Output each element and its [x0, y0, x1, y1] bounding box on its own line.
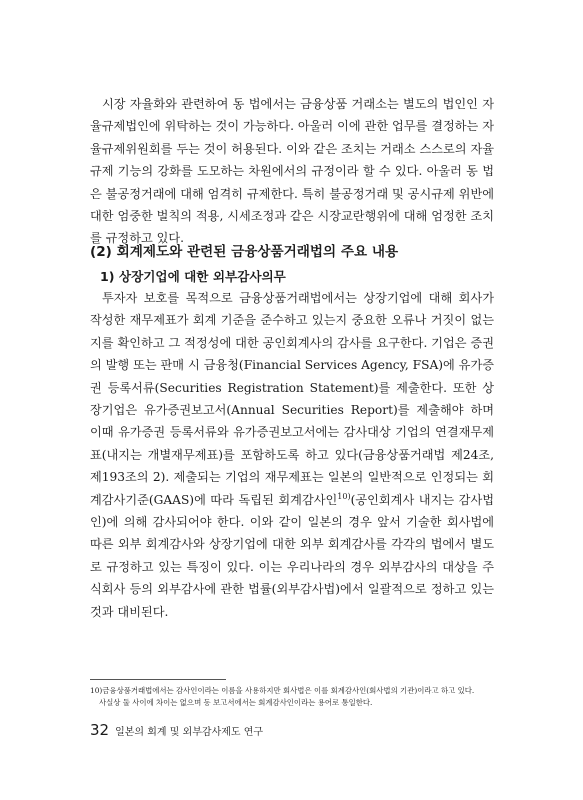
- page-number: 32: [90, 721, 110, 739]
- page-footer: [90, 720, 263, 739]
- body-paragraph-1: 시장 자율화와 관련하여 동 법에서는 금융상품 거래소는 별도의 법인인 자율규제법인에 위탁하는 것이 가능하다. 아울러 이에 관한 업무를 결정하는 자율규제위원회를 두는 것이 허용된다. 이와 같은 조치는 거래소 스스로의 자율규제 기능의 강화를 도모하는 차원에서의 규정이라 할 수 있다. 아울러 동 법은 불공정거래에 대해 엄격히 규제한다. 특히 불공정거래 및 공시규제 위반에 대한 엄중한 벌칙의 적용, 시세조정과 같은 시장교란행위에 대해 엄정한 조치를 규정하고 있다.: [90, 97, 494, 246]
- section-heading: (2) 회계제도와 관련된 금융상품거래법의 주요 내용: [90, 244, 399, 260]
- body-paragraph-2: [90, 287, 494, 623]
- body-paragraph-2-part-a: 투자자 보호를 목적으로 금융상품거래법에서는 상장기업에 대해 회사가 작성한 재무제표가 회계 기준을 준수하고 있는지 중요한 오류나 거짓이 없는지를 확인하고 그 적정성에 대한 공인회계사의 감사를 요구한다. 기업은 증권의 발행 또는 판매 시 금융청(Financial Services Agency, FSA)에 유가증권 등록서류(Securities Registration Statement)를 제출한다. 또한 상장기업은 유가증권보고서(Annual Securities Report)를 제출해야 하며 이때 유가증권 등록서류와 유가증권보고서에는 감사대상 기업의 연결재무제표(내지는 개별재무제표)를 포함하도록 하고 있다(금융상품거래법 제24조, 제193조의 2). 제출되는 기업의 재무제표는 일본의 일반적으로 인정되는 회계감사기준(GAAS)에 따라 독립된 회계감사인: [90, 291, 494, 507]
- subsection-heading: 1) 상장기업에 대한 외부감사의무: [100, 269, 286, 284]
- footnote-reference[interactable]: 10): [337, 491, 351, 501]
- body-paragraph-2-part-b: (공인회계사 내지는 감사법인)에 의해 감사되어야 한다. 이와 같이 일본의 경우 앞서 기술한 회사법에 따른 외부 회계감사와 상장기업에 대한 외부 회계감사를 각각의 법에서 별도로 규정하고 있는 특징이 있다. 이는 우리나라의 경우 외부감사의 대상을 주식회사 등의 외부감사에 관한 법률(외부감사법)에서 일괄적으로 정하고 있는 것과 대비된다.: [90, 492, 494, 619]
- running-title: 일본의 회계 및 외부감사제도 연구: [115, 727, 264, 738]
- footnote: [90, 685, 510, 709]
- footnote-divider: [90, 679, 226, 680]
- footnote-line-1: 10)금융상품거래법에서는 감사인이라는 이름을 사용하지만 회사법은 이를 회계감사인(회사법의 기관)이라고 하고 있다.: [90, 686, 475, 695]
- footnote-line-2: 사실상 둘 사이에 차이는 없으며 동 보고서에서는 회계감사인이라는 용어로 통일한다.: [99, 698, 373, 707]
